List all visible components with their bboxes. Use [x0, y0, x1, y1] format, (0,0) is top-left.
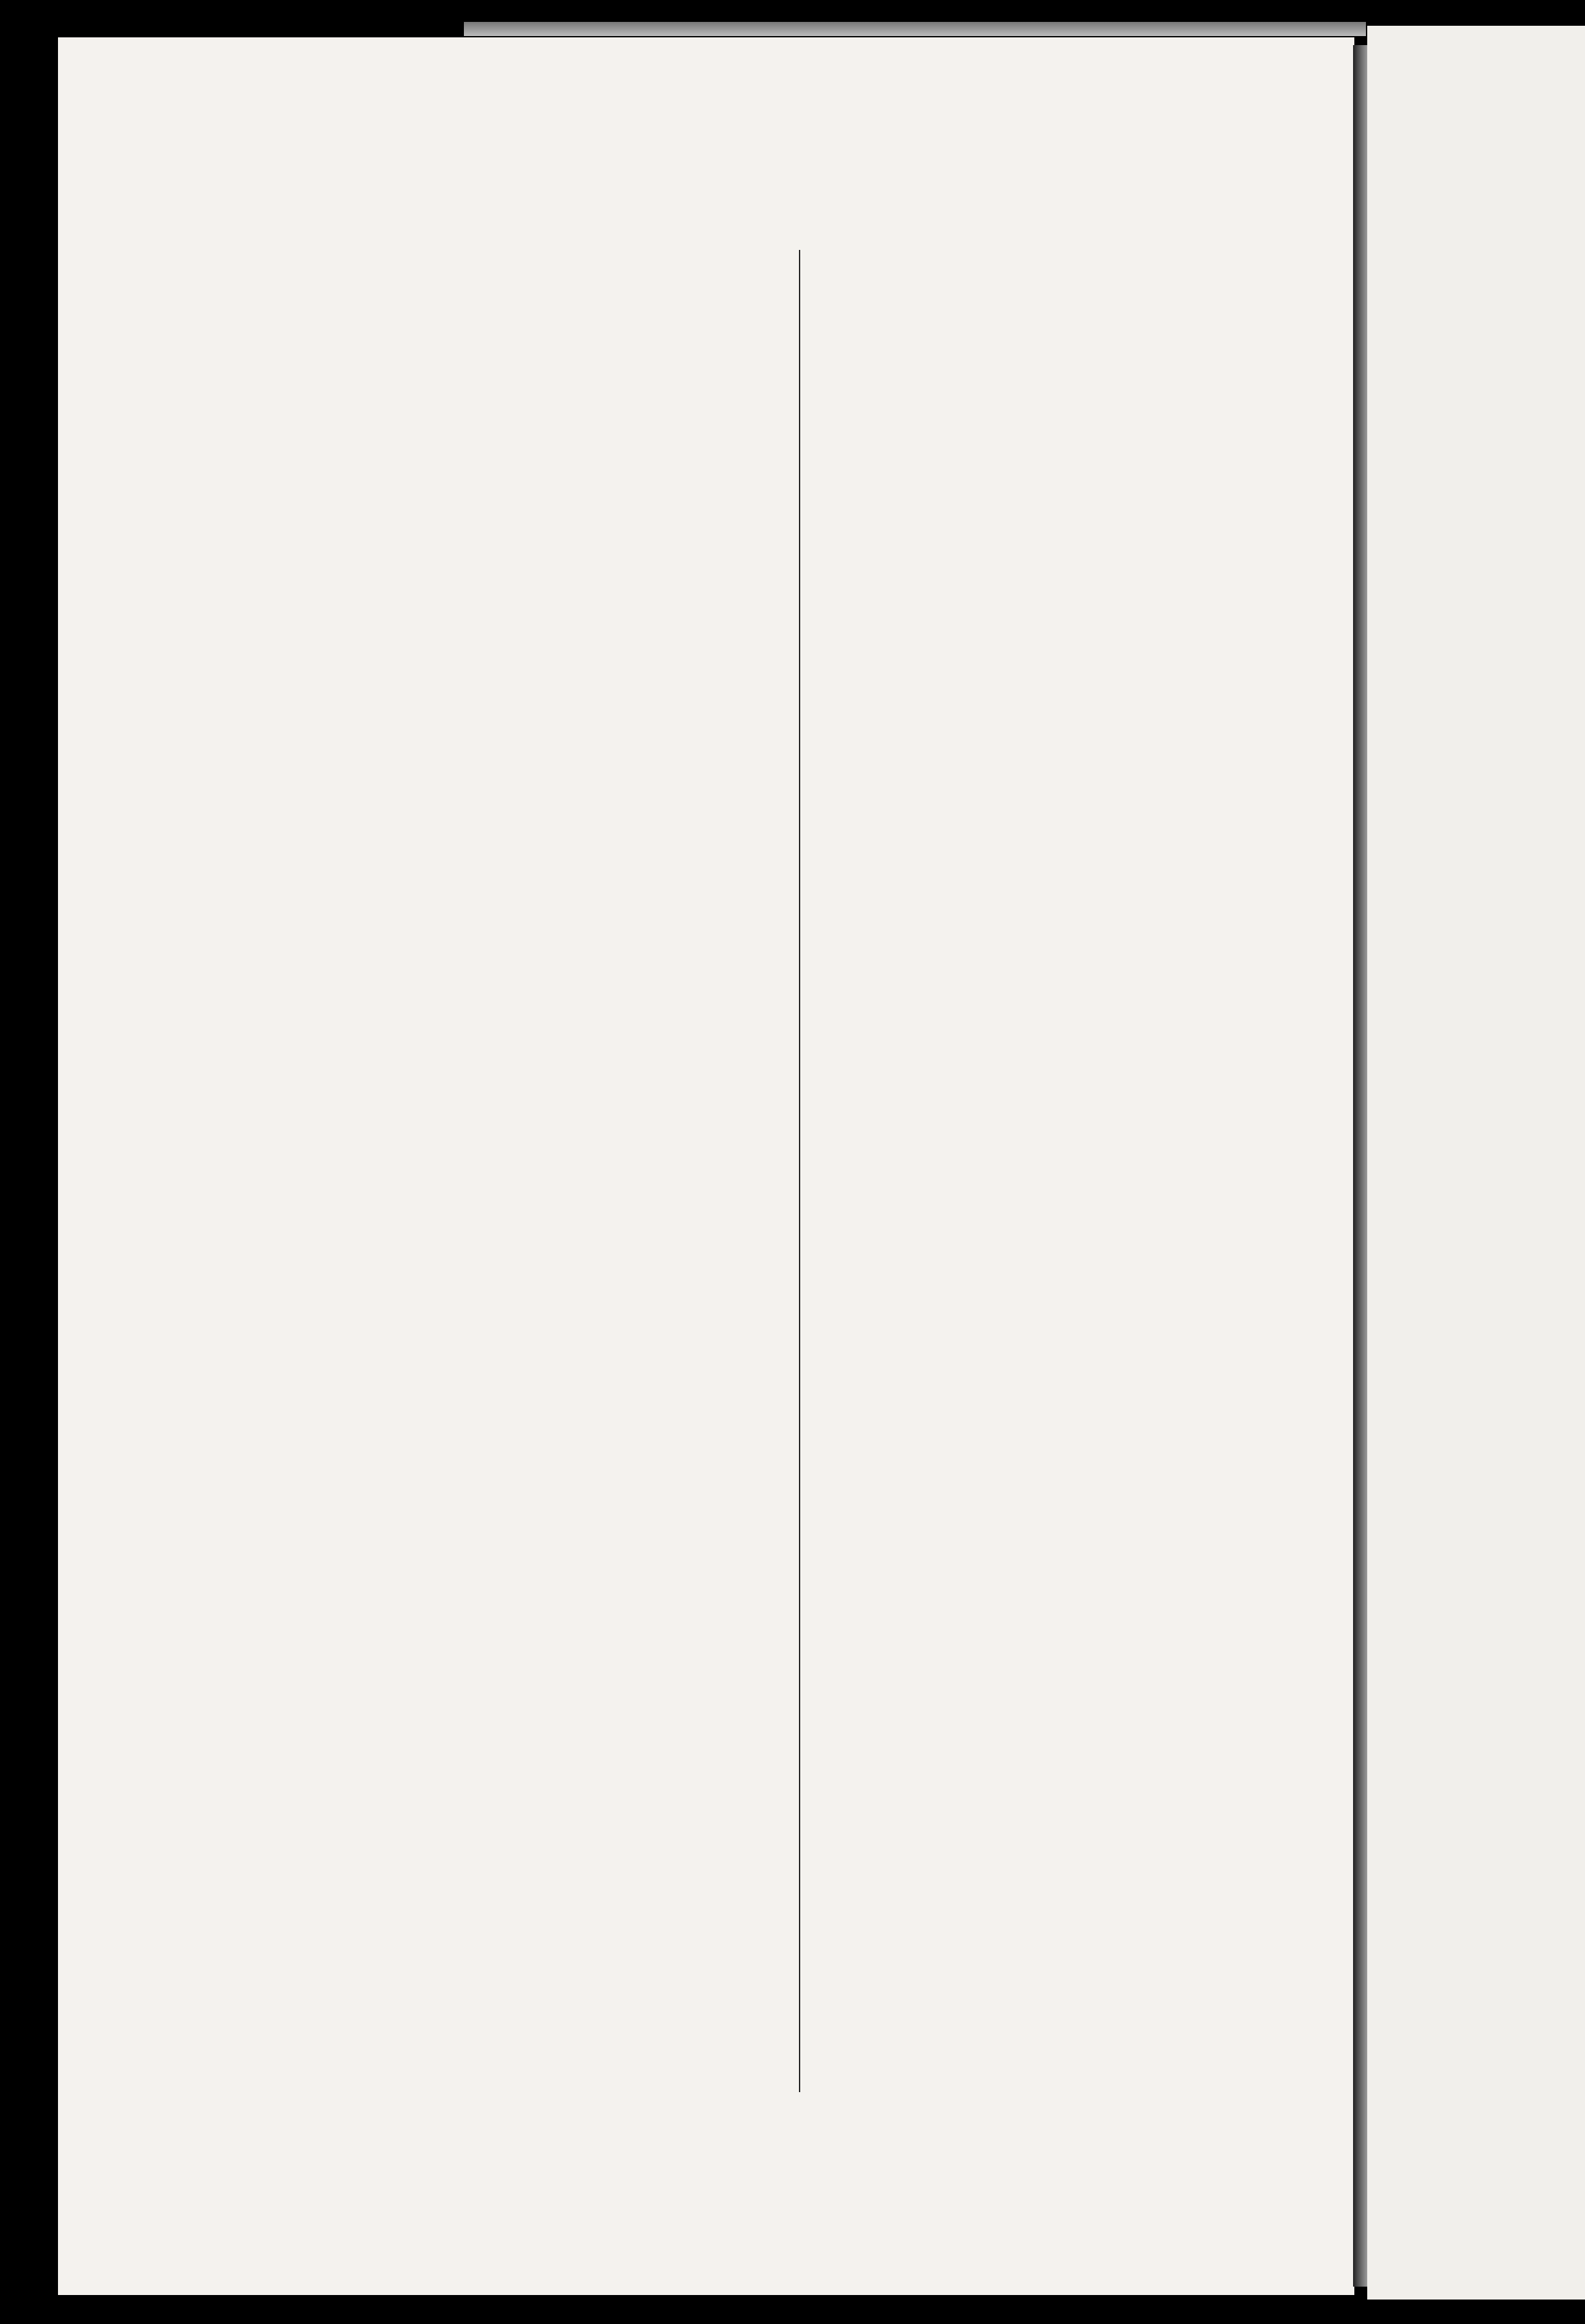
- running-header: [180, 171, 1276, 209]
- binding-gutter: [1353, 45, 1367, 2287]
- facing-page: [1367, 26, 1585, 2300]
- column-rule: [799, 250, 800, 2092]
- page: [58, 37, 1354, 2295]
- scan-top-edge: [464, 22, 1366, 36]
